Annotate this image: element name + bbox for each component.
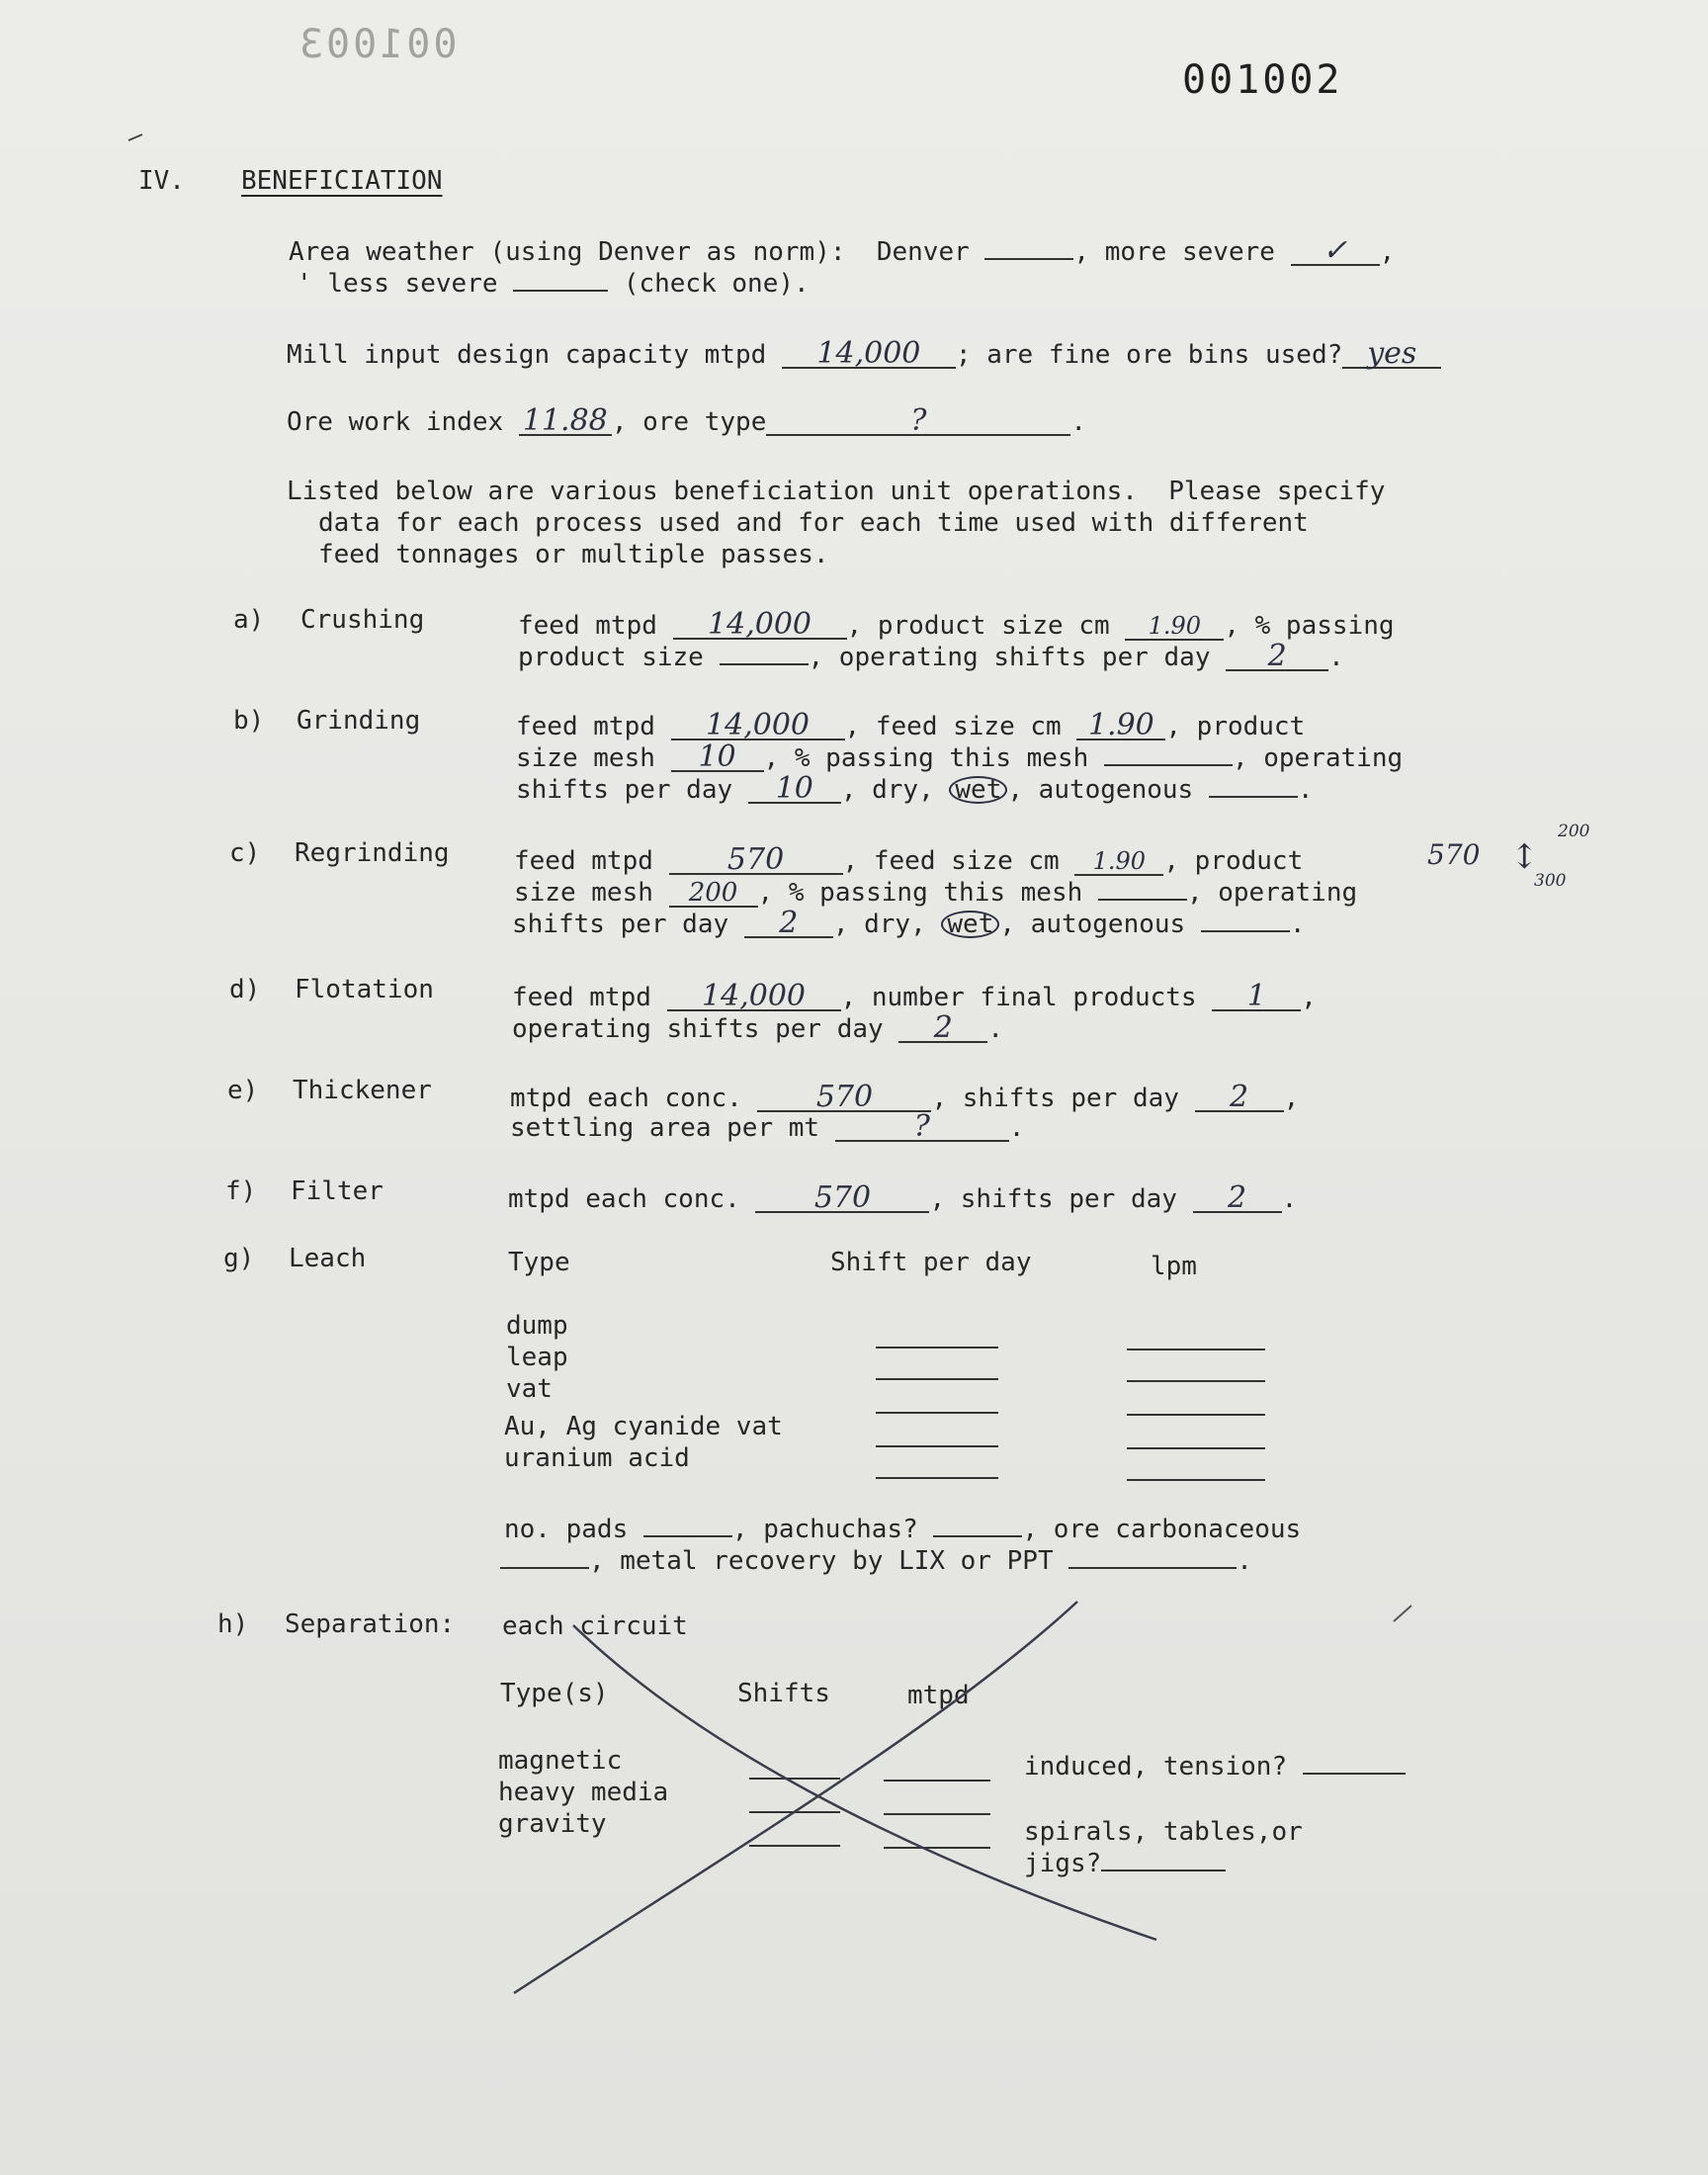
separation-induced: induced, tension? — [1024, 1752, 1406, 1782]
filter-label: Filter — [291, 1176, 384, 1206]
leach-row-cyanide-vat: Au, Ag cyanide vat — [504, 1412, 783, 1441]
leach-blank — [1127, 1348, 1265, 1350]
leach-blank — [876, 1378, 998, 1380]
leach-col-lpm: lpm — [1151, 1252, 1197, 1281]
separation-each-circuit: each circuit — [502, 1611, 688, 1641]
leach-blank — [876, 1412, 998, 1414]
weather-line-2: ' less severe (check one). — [297, 269, 810, 299]
fine-ore-bins-answer: yes — [1342, 341, 1441, 369]
weather-line-1: Area weather (using Denver as norm): Denver , more severe ✓ , — [289, 233, 1396, 268]
leach-blank — [1127, 1380, 1265, 1382]
filter-letter: f) — [225, 1176, 257, 1206]
crushing-letter: a) — [233, 605, 265, 635]
leach-blank — [1127, 1447, 1265, 1449]
regrinding-margin-top: 200 — [1558, 822, 1590, 841]
regrinding-margin-note: 570 — [1427, 838, 1481, 871]
regrinding-margin-bottom: 300 — [1534, 871, 1567, 891]
separation-col-shifts: Shifts — [737, 1679, 830, 1708]
regrinding-line-3: shifts per day 2 , dry, wet , autogenous . — [512, 906, 1306, 940]
crushing-line-2: product size , operating shifts per day 2 . — [518, 639, 1344, 673]
regrinding-margin-arrow: ↕ — [1510, 837, 1539, 877]
grinding-letter: b) — [233, 706, 265, 736]
leach-col-type: Type — [508, 1248, 570, 1277]
separation-label: Separation: — [285, 1610, 456, 1639]
intro-line-1: Listed below are various beneficiation unit operations. Please specify — [287, 477, 1386, 506]
flotation-line-1: feed mtpd 14,000 , number final products 1 , — [512, 979, 1317, 1013]
flotation-letter: d) — [229, 975, 261, 1004]
leach-letter: g) — [223, 1244, 255, 1273]
separation-row-magnetic: magnetic — [498, 1746, 623, 1776]
mirrored-stamp: 001003 — [297, 22, 458, 67]
mill-capacity-line: Mill input design capacity mtpd 14,000 ; are fine ore bins used? yes — [287, 340, 1441, 370]
ore-line: Ore work index 11.88 , ore type ? . — [287, 403, 1087, 438]
leach-questions-2: , metal recovery by LIX or PPT . — [500, 1546, 1252, 1576]
work-index-value: 11.88 — [519, 408, 612, 436]
leach-questions-1: no. pads , pachuchas? , ore carbonaceous — [504, 1515, 1302, 1544]
regrinding-label: Regrinding — [295, 838, 450, 868]
regrinding-line-2: size mesh 200 , % passing this mesh , operating — [514, 878, 1358, 908]
separation-blank — [884, 1780, 990, 1782]
flotation-label: Flotation — [295, 975, 434, 1004]
leach-row-leap: leap — [506, 1343, 568, 1372]
thickener-label: Thickener — [293, 1076, 432, 1105]
section-numeral: IV. — [138, 166, 185, 196]
leach-blank — [876, 1445, 998, 1447]
leach-blank — [1127, 1414, 1265, 1416]
leach-col-shift: Shift per day — [830, 1248, 1032, 1277]
separation-row-heavy-media: heavy media — [498, 1778, 669, 1807]
intro-line-2: data for each process used and for each time used with different — [318, 508, 1309, 538]
separation-blank — [749, 1811, 840, 1813]
section-title: BENEFICIATION — [241, 166, 443, 196]
crushing-line-1: feed mtpd 14,000 , product size cm 1.90 , % passing — [518, 607, 1395, 642]
more-severe-check: ✓ — [1291, 238, 1380, 266]
leach-row-dump: dump — [506, 1311, 568, 1341]
separation-blank — [749, 1778, 840, 1780]
grinding-label: Grinding — [297, 706, 421, 736]
leach-row-vat: vat — [506, 1374, 553, 1404]
thickener-line-2: settling area per mt ? . — [510, 1109, 1025, 1144]
grinding-line-1: feed mtpd 14,000 , feed size cm 1.90 , product — [516, 708, 1306, 742]
crushing-label: Crushing — [300, 605, 425, 635]
ore-type-value: ? — [766, 408, 1070, 436]
grinding-wet-circled: wet — [949, 776, 1007, 804]
leach-label: Leach — [289, 1244, 367, 1273]
intro-line-3: feed tonnages or multiple passes. — [318, 540, 829, 569]
separation-col-mtpd: mtpd — [907, 1681, 970, 1710]
grinding-line-3: shifts per day 10 , dry, wet , autogenous . — [516, 771, 1314, 806]
separation-spirals: spirals, tables,or — [1024, 1817, 1303, 1847]
flotation-line-2: operating shifts per day 2 . — [512, 1010, 1003, 1045]
thickener-line-1: mtpd each conc. 570 , shifts per day 2 , — [510, 1080, 1300, 1114]
separation-row-gravity: gravity — [498, 1809, 607, 1839]
separation-col-types: Type(s) — [500, 1679, 609, 1708]
regrinding-letter: c) — [229, 838, 261, 868]
grinding-line-2: size mesh 10 , % passing this mesh , operating — [516, 740, 1404, 774]
leach-blank — [1127, 1479, 1265, 1481]
thickener-letter: e) — [227, 1076, 259, 1105]
regrinding-wet-circled: wet — [941, 911, 999, 938]
separation-blank — [884, 1813, 990, 1815]
page-number-stamp: 001002 — [1182, 57, 1343, 103]
separation-jigs: jigs? — [1024, 1849, 1226, 1878]
separation-blank — [749, 1845, 840, 1847]
regrinding-line-1: feed mtpd 570 , feed size cm 1.90 , product — [514, 842, 1304, 877]
separation-blank — [884, 1847, 990, 1849]
filter-line: mtpd each conc. 570 , shifts per day 2 . — [508, 1180, 1298, 1215]
leach-row-uranium-acid: uranium acid — [504, 1443, 690, 1473]
leach-blank — [876, 1477, 998, 1479]
mill-capacity-value: 14,000 — [782, 341, 956, 369]
leach-blank — [876, 1347, 998, 1348]
separation-letter: h) — [217, 1610, 249, 1639]
